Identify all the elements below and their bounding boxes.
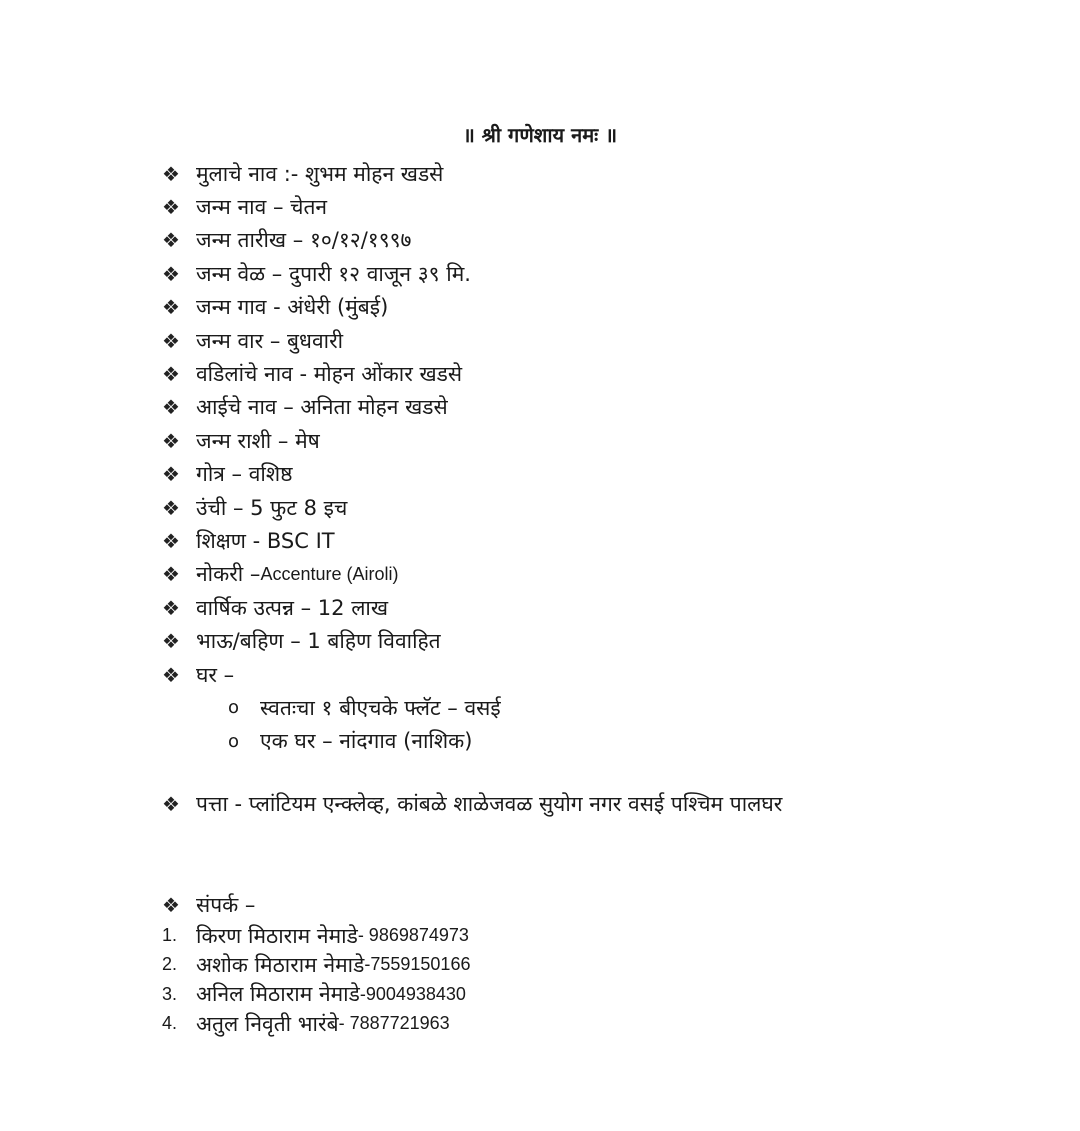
circle-bullet-icon: o xyxy=(228,730,240,752)
diamond-bullet-icon: ❖ xyxy=(162,161,180,186)
item-text: आईचे नाव – अनिता मोहन खडसे xyxy=(196,395,448,420)
diamond-bullet-icon: ❖ xyxy=(162,662,180,687)
diamond-bullet-icon: ❖ xyxy=(162,892,180,917)
list-item-income xyxy=(162,591,1022,624)
list-item-mother xyxy=(162,391,1022,424)
contact-phone: - 7887721963 xyxy=(338,1013,450,1034)
address-block xyxy=(162,787,1022,820)
contact-row xyxy=(162,950,1022,979)
contact-row xyxy=(162,980,1022,1009)
contact-phone: -9004938430 xyxy=(359,983,466,1004)
item-text: जन्म वेळ – दुपारी १२ वाजून ३९ मि. xyxy=(196,261,471,286)
item-text: जन्म नाव – चेतन xyxy=(196,195,328,220)
item-text: वडिलांचे नाव - मोहन ओंकार खडसे xyxy=(196,362,463,387)
contact-label: संपर्क – xyxy=(196,892,256,917)
house-sublist xyxy=(228,691,928,758)
diamond-bullet-icon: ❖ xyxy=(162,261,180,286)
diamond-bullet-icon: ❖ xyxy=(162,791,180,816)
list-item-address xyxy=(162,787,1022,820)
item-text: मुलाचे नाव :- शुभम मोहन खडसे xyxy=(196,161,444,186)
item-text: जन्म राशी – मेष xyxy=(196,428,320,453)
contact-number: 4. xyxy=(162,1013,178,1034)
list-item-education xyxy=(162,524,1022,557)
house-item xyxy=(228,691,928,724)
contacts-list xyxy=(162,921,1022,1038)
item-text: भाऊ/बहिण – 1 बहिण विवाहित xyxy=(196,629,441,654)
diamond-bullet-icon: ❖ xyxy=(162,362,180,387)
contact-phone: - 9869874973 xyxy=(357,925,469,946)
diamond-bullet-icon: ❖ xyxy=(162,495,180,520)
item-text: जन्म गाव - अंधेरी (मुंबई) xyxy=(196,295,389,320)
list-item-birth-date xyxy=(162,224,1022,257)
list-item-name xyxy=(162,157,1022,190)
diamond-bullet-icon: ❖ xyxy=(162,395,180,420)
list-item-birth-time xyxy=(162,257,1022,290)
contact-row xyxy=(162,921,1022,950)
diamond-bullet-icon: ❖ xyxy=(162,195,180,220)
item-text: घर – xyxy=(196,662,235,687)
house-item-text: एक घर – नांदगाव (नाशिक) xyxy=(260,729,473,754)
list-item-rashi xyxy=(162,424,1022,457)
list-item-contact xyxy=(162,888,1022,921)
contact-number: 2. xyxy=(162,954,178,975)
list-item-gotra xyxy=(162,458,1022,491)
house-item-text: स्वतःचा १ बीएचके फ्लॅट – वसई xyxy=(260,695,501,720)
diamond-bullet-icon: ❖ xyxy=(162,228,180,253)
item-text: शिक्षण - BSC IT xyxy=(196,528,335,553)
list-item-siblings xyxy=(162,624,1022,657)
contact-name: अनिल मिठाराम नेमाडे xyxy=(196,982,360,1007)
diamond-bullet-icon: ❖ xyxy=(162,428,180,453)
item-text: जन्म तारीख – १०/१२/१९९७ xyxy=(196,228,412,253)
item-text: उंची – 5 फुट 8 इच xyxy=(196,495,348,520)
address-text: पत्ता - प्लांटियम एन्क्लेव्ह, कांबळे शाळेजवळ सुयोग नगर वसई पश्चिम पालघर xyxy=(196,791,783,816)
diamond-bullet-icon: ❖ xyxy=(162,629,180,654)
contact-row xyxy=(162,1009,1022,1038)
item-text: जन्म वार – बुधवारी xyxy=(196,328,344,353)
contact-name: अतुल निवृती भारंबे xyxy=(196,1011,339,1036)
circle-bullet-icon: o xyxy=(228,697,240,719)
contact-name: अशोक मिठाराम नेमाडे xyxy=(196,952,365,977)
list-item-father xyxy=(162,357,1022,390)
item-text: वार्षिक उत्पन्न – 12 लाख xyxy=(196,595,389,620)
diamond-bullet-icon: ❖ xyxy=(162,528,180,553)
house-item xyxy=(228,724,928,757)
contact-number: 1. xyxy=(162,925,178,946)
list-item-birth-place xyxy=(162,291,1022,324)
contact-phone: -7559150166 xyxy=(364,954,471,975)
diamond-bullet-icon: ❖ xyxy=(162,595,180,620)
diamond-bullet-icon: ❖ xyxy=(162,462,180,487)
diamond-bullet-icon: ❖ xyxy=(162,328,180,353)
item-text-employer: Accenture (Airoli) xyxy=(260,563,399,584)
contact-number: 3. xyxy=(162,983,178,1004)
diamond-bullet-icon: ❖ xyxy=(162,562,180,587)
list-item-height xyxy=(162,491,1022,524)
list-item-job xyxy=(162,558,1022,591)
contact-name: किरण मिठाराम नेमाडे xyxy=(196,923,358,948)
list-item-birth-day xyxy=(162,324,1022,357)
list-item-birth-name xyxy=(162,190,1022,223)
diamond-bullet-icon: ❖ xyxy=(162,295,180,320)
contact-block xyxy=(162,888,1022,921)
item-text: नोकरी – xyxy=(196,562,261,587)
item-text: गोत्र – वशिष्ठ xyxy=(196,462,293,487)
list-item-house xyxy=(162,658,1022,691)
details-list xyxy=(162,157,1022,691)
page-title: ॥ श्री गणेशाय नमः ॥ xyxy=(462,123,618,147)
